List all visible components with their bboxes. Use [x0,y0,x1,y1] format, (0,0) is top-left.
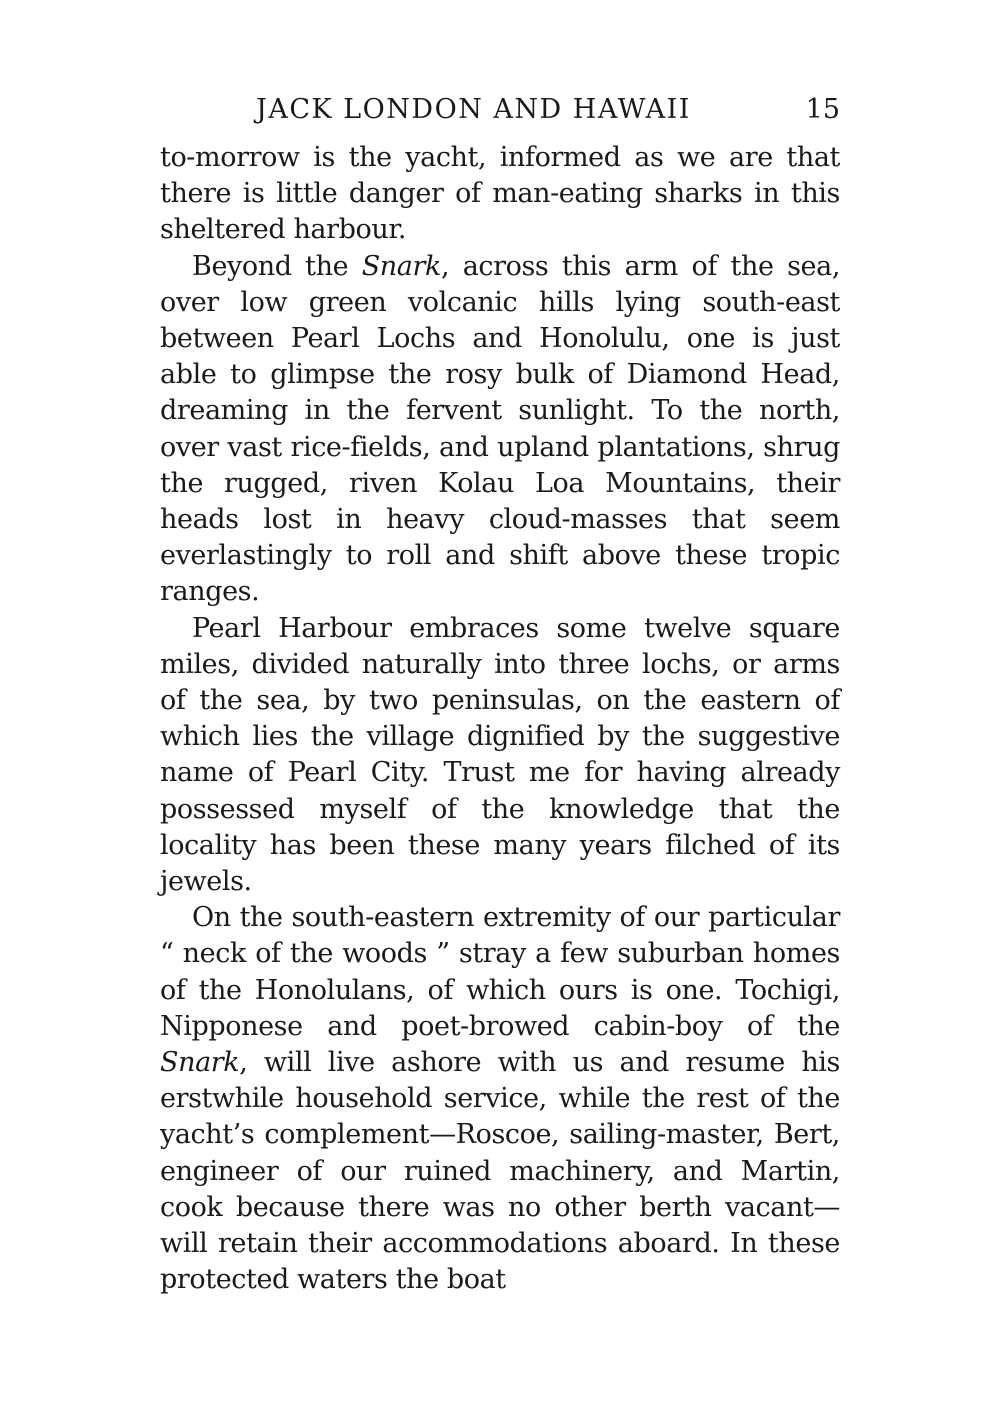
running-title: JACK LONDON AND HAWAII [256,94,691,125]
paragraph-1 [160,140,840,249]
paragraph-4 [160,900,840,1298]
paragraph-text: , across this arm of the sea, over low green volcanic hills lying south-east between Pearl Lochs and Honolulu, one is just able to glimpse the rosy bulk of Diamond Head, dreaming in the fervent sunlight. To the north, over vast rice-fields, and upland plantations, shrug the rugged, riven Kolau Loa Mountains, their heads lost in heavy cloud-masses that seem everlastingly to roll and shift above these tropic ranges. [160,250,841,608]
page-number: 15 [805,94,840,125]
ship-name: Snark [361,250,441,282]
paragraph-3 [160,611,840,901]
paragraph-text: Pearl Harbour embraces some twelve square miles, divided naturally into three lochs, or arms of the sea, by two peninsulas, on the eastern of which lies the village dignified by the suggestive name of Pearl City. Trust me for having already possessed myself of the knowledge that the locality has been these many years filched of its jewels. [160,612,840,898]
paragraph-text: to-morrow is the yacht, informed as we are that there is little danger of man-eating sharks in this sheltered harbour. [160,142,840,246]
body-text [160,140,840,1299]
paragraph-2 [160,249,840,611]
ship-name: Snark [160,1047,240,1079]
running-head [160,94,840,140]
paragraph-text: , will live ashore with us and resume his erstwhile household service, while the rest of the yacht’s complement—Roscoe, sailing-master, Bert, engineer of our ruined machinery, and Martin, cook because there was no other berth vacant—will retain their accommodations aboard. In these protected waters the boat [160,1047,840,1296]
paragraph-text: On the south-eastern extremity of our particular “ neck of the woods ” stray a few suburban homes of the Honolulans, of which ours is one. Tochigi, Nipponese and poet-browed cabin-boy of the [160,902,840,1042]
book-page [160,94,840,1299]
paragraph-text: Beyond the [192,250,362,282]
